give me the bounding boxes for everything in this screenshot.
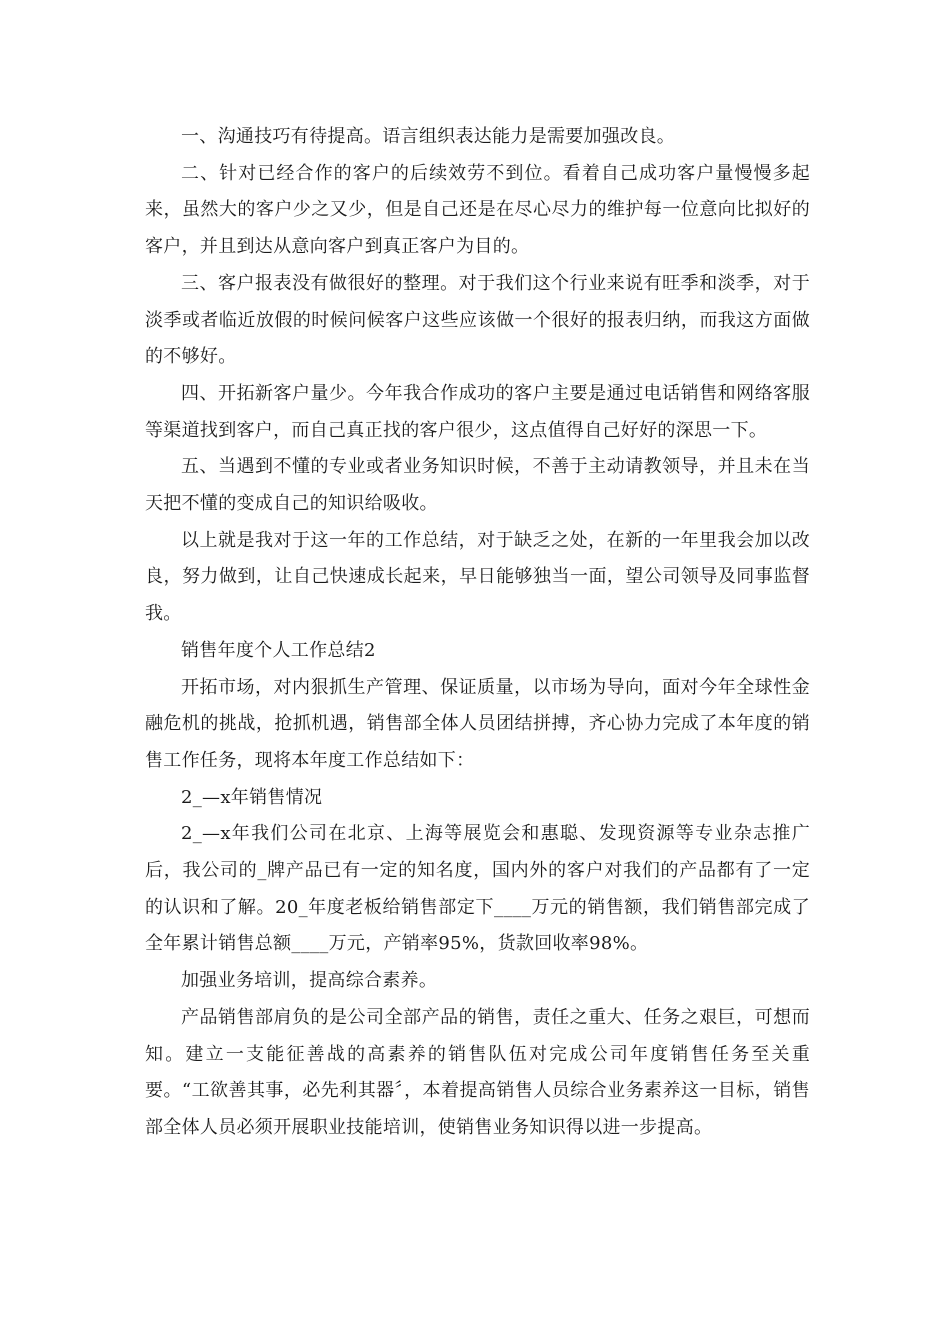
paragraph-communication-skills: 一、沟通技巧有待提高。语言组织表达能力是需要加强改良。 [181, 126, 676, 147]
paragraph-customer-reports: 三、客户报表没有做很好的整理。对于我们这个行业来说有旺季和淡季，对于淡季或者临近放假的时候问候客户这些应该做一个很好的报表归纳，而我这方面做的不够好。 [145, 272, 810, 368]
paragraph-conclusion: 以上就是我对于这一年的工作总结，对于缺乏之处，在新的一年里我会加以改良，努力做到，让自己快速成长起来，早日能够独当一面，望公司领导及同事监督我。 [145, 529, 810, 625]
paragraph-professional-knowledge: 五、当遇到不懂的专业或者业务知识时候，不善于主动请教领导，并且未在当天把不懂的变成自己的知识给吸收。 [145, 456, 810, 515]
section-heading-training: 加强业务培训，提高综合素养。 [181, 970, 438, 992]
paragraph-new-customers: 四、开拓新客户量少。今年我合作成功的客户主要是通过电话销售和网络客服等渠道找到客户，而自己真正找的客户很少，这点值得自己好好的深思一下。 [145, 382, 810, 441]
paragraph-training-details: 产品销售部肩负的是公司全部产品的销售，责任之重大、任务之艰巨，可想而知。建立一支能征善战的高素养的销售队伍对完成公司年度销售任务至关重要。“工欲善其事，必先利其器〞，本着提高销售人员综合业务素养这一目标，销售部全体人员必须开展职业技能培训，使销售业务知识得以进一步提高。 [145, 1006, 810, 1138]
document-body [145, 119, 810, 1147]
section-heading-sales-situation: 2_—x年销售情况 [181, 786, 323, 808]
paragraph-follow-up-service: 二、针对已经合作的客户的后续效劳不到位。看着自己成功客户量慢慢多起来，虽然大的客户少之又少，但是自己还是在尽心尽力的维护每一位意向比拟好的客户，并且到达从意向客户到真正客户为目的。 [145, 162, 810, 258]
section-heading-summary-2: 销售年度个人工作总结2 [181, 639, 376, 661]
paragraph-market-intro: 开拓市场，对内狠抓生产管理、保证质量，以市场为导向，面对今年全球性金融危机的挑战，抢抓机遇，销售部全体人员团结拼搏，齐心协力完成了本年度的销售工作任务，现将本年度工作总结如下： [145, 676, 810, 771]
paragraph-sales-figures: 2_—x年我们公司在北京、上海等展览会和惠聪、发现资源等专业杂志推广后，我公司的_牌产品已有一定的知名度，国内外的客户对我们的产品都有了一定的认识和了解。20_年度老板给销售部定下____万元的销售额，我们销售部完成了全年累计销售总额____万元，产销率95%，货款回收率98%。 [145, 823, 810, 955]
